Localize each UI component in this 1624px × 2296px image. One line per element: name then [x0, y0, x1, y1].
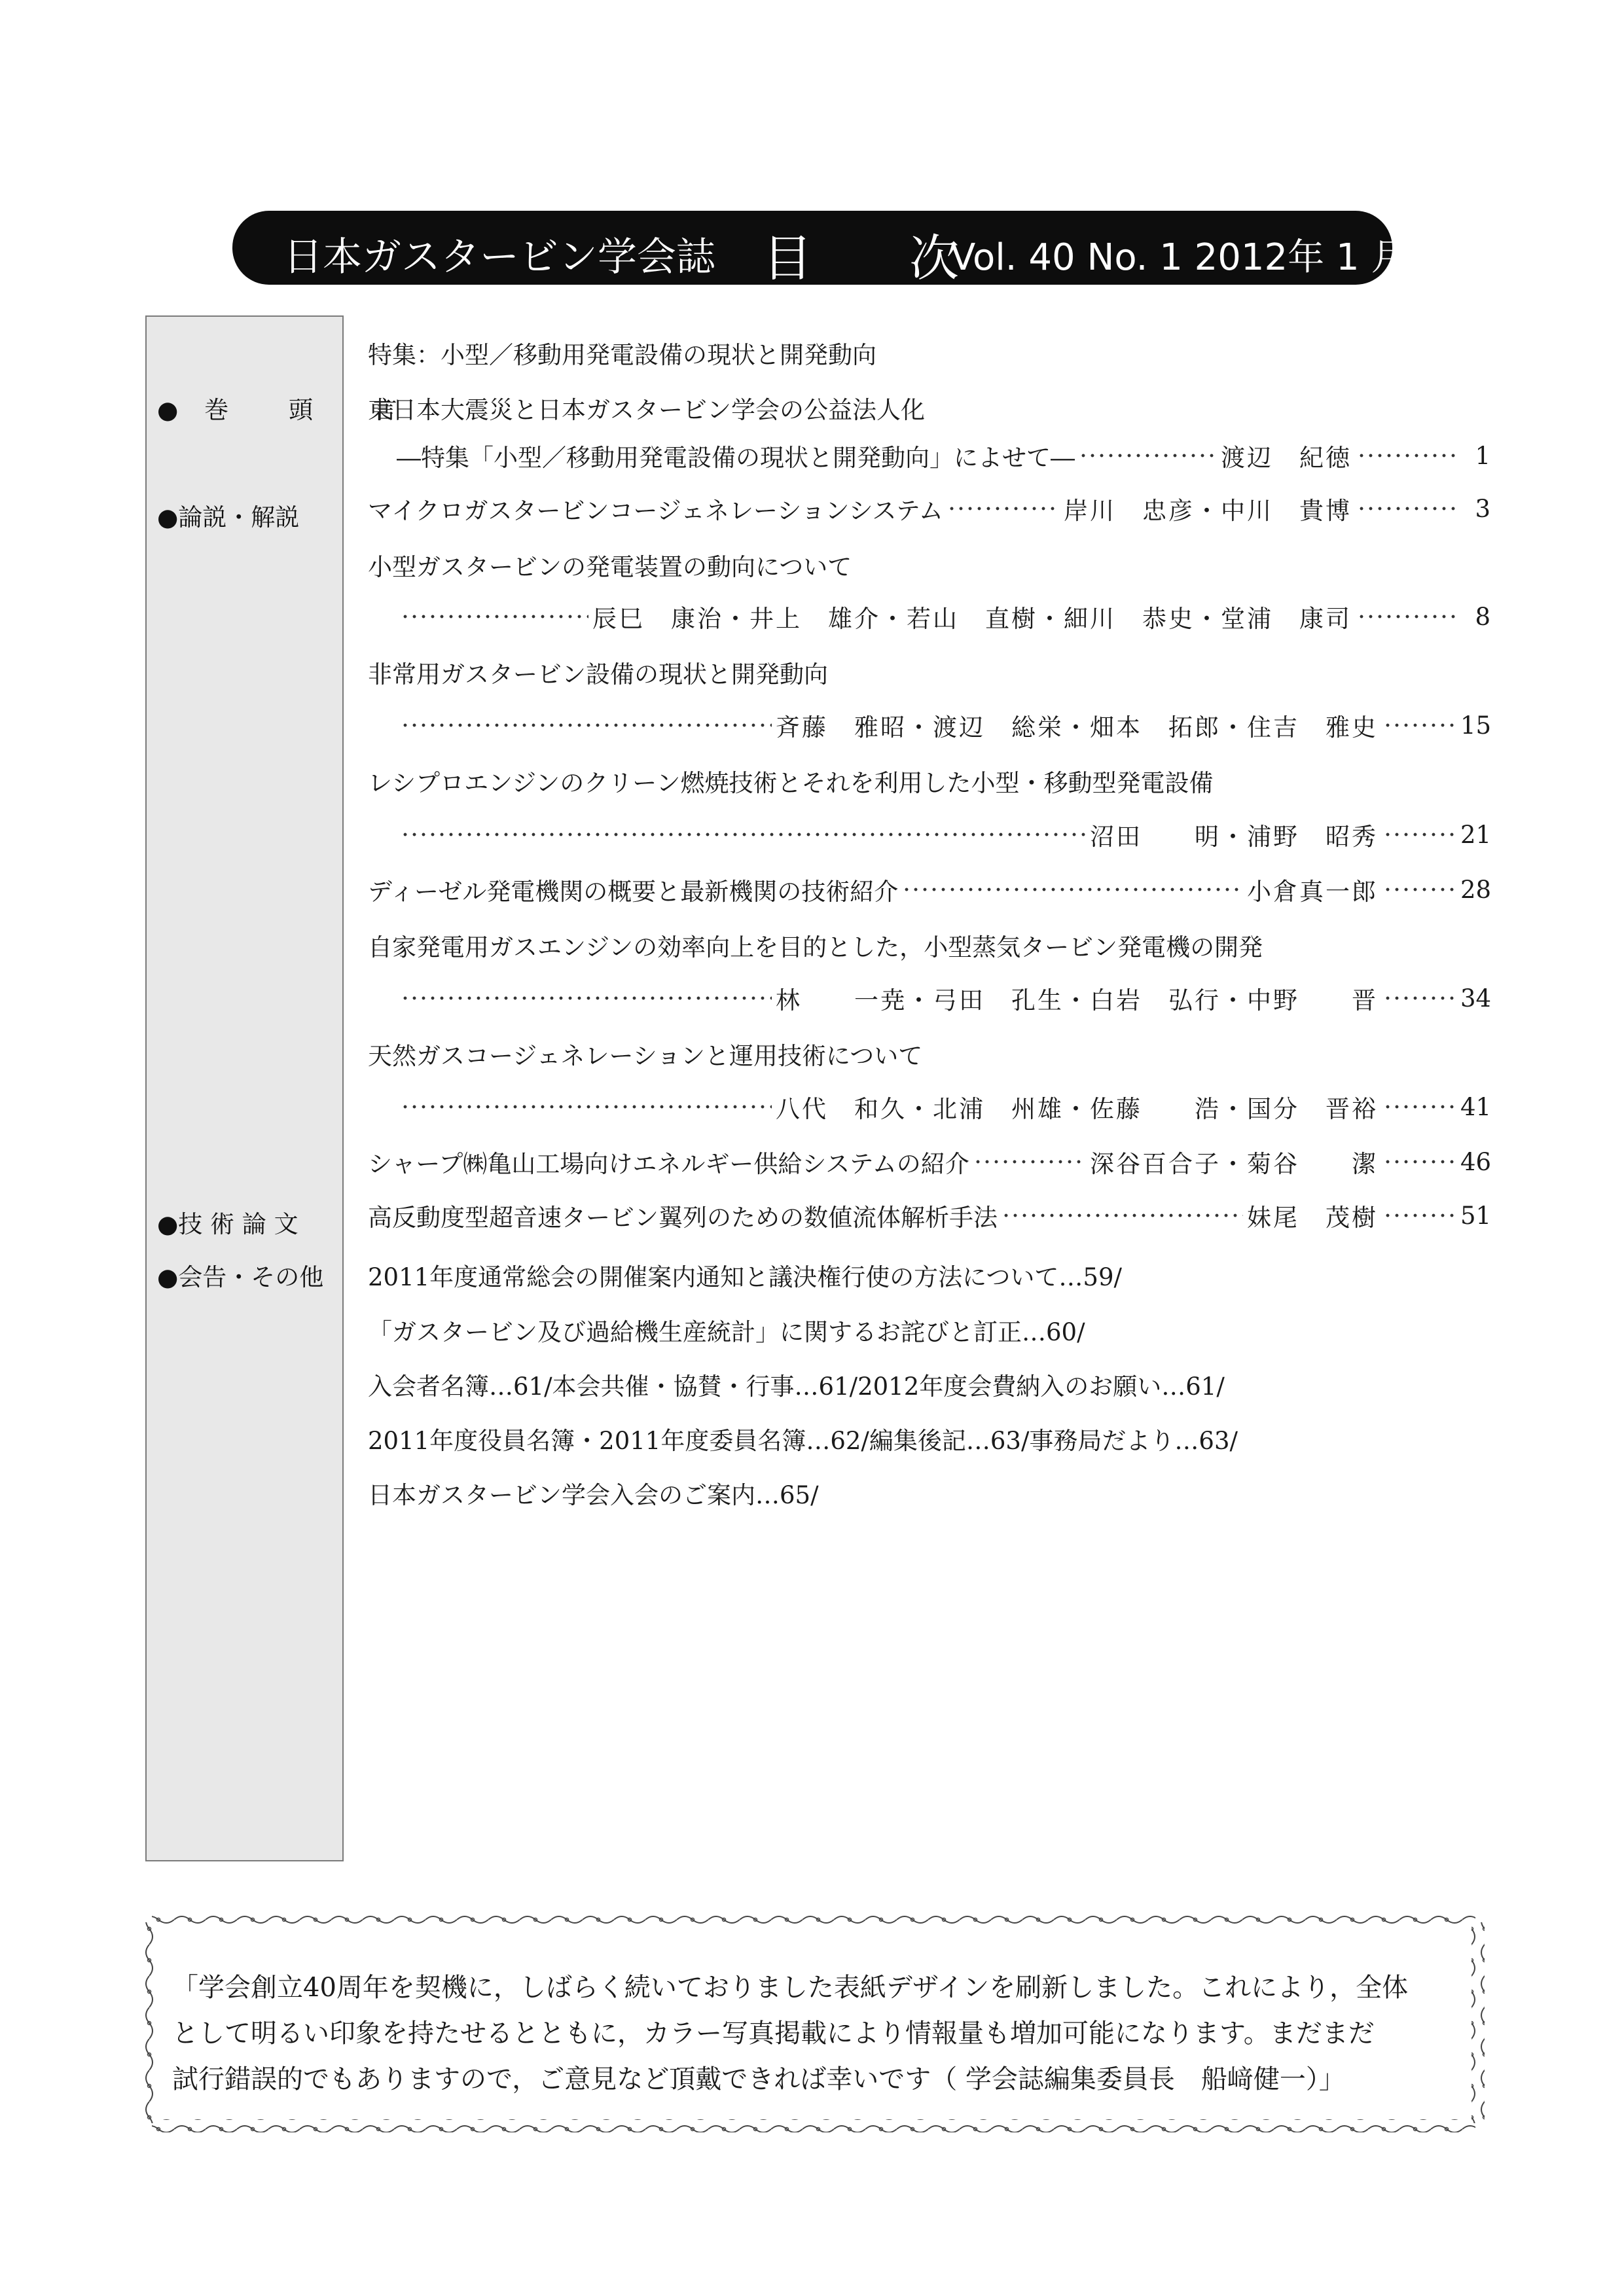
toc-entry[interactable]	[368, 492, 1490, 525]
leader-dots	[1383, 1212, 1455, 1219]
leader-dots	[1383, 1103, 1455, 1110]
article-title: 自家発電用ガスエンジンの効率向上を目的とした，小型蒸気タービン発電機の開発	[368, 933, 1263, 961]
section-label-kantougen: ●巻 頭 言	[157, 396, 424, 424]
toc-entry[interactable]	[368, 1199, 1490, 1232]
section-sidebar	[145, 315, 344, 1861]
title-bar	[232, 211, 1408, 287]
toc-entry[interactable]	[368, 982, 1490, 1014]
article-authors: 沼田 明・浦野 昭秀	[1090, 823, 1378, 851]
article-authors: 妹尾 茂樹	[1247, 1204, 1378, 1232]
leader-dots	[1357, 452, 1455, 459]
section-label-kaikoku: ●会告・その他	[157, 1263, 324, 1291]
leader-dots	[1383, 995, 1455, 1001]
page-number: 41	[1460, 1092, 1492, 1121]
article-title: ディーゼル発電機関の概要と最新機関の技術紹介	[368, 878, 899, 906]
toc-entry[interactable]	[368, 709, 1490, 742]
leader-dots	[1079, 452, 1217, 459]
article-authors: 斉藤 雅昭・渡辺 総栄・畑本 拓郎・住吉 雅史	[776, 713, 1378, 742]
page-number: 1	[1475, 441, 1490, 470]
toc-entry[interactable]	[368, 439, 1490, 472]
leader-dots	[1001, 1212, 1243, 1219]
page-number: 3	[1475, 494, 1490, 523]
article-title: 小型ガスタービンの発電装置の動向について	[368, 553, 852, 581]
article-authors: 林 一尭・弓田 孔生・白岩 弘行・中野 晋	[776, 986, 1378, 1014]
article-authors: 八代 和久・北浦 州雄・佐藤 浩・国分 晋裕	[776, 1095, 1378, 1123]
leader-dots	[1383, 722, 1455, 728]
leader-dots	[401, 995, 772, 1001]
announcement-line[interactable]: 2011年度役員名簿・2011年度委員名簿…62/編集後記…63/事務局だより…63/	[368, 1427, 1238, 1455]
announcement-line[interactable]: 2011年度通常総会の開催案内通知と議決権行使の方法について…59/	[368, 1263, 1122, 1291]
leader-dots	[401, 613, 588, 620]
leader-dots	[973, 1158, 1086, 1165]
toc-entry[interactable]	[368, 1145, 1490, 1178]
page-number: 21	[1460, 820, 1492, 849]
article-title: シャープ㈱亀山工場向けエネルギー供給システムの紹介	[368, 1150, 969, 1178]
announcement-line[interactable]: 「ガスタービン及び過給機生産統計」に関するお詫びと訂正…60/	[368, 1318, 1085, 1346]
page-number: 51	[1460, 1201, 1492, 1230]
leader-dots	[947, 505, 1060, 512]
page-number: 15	[1460, 711, 1492, 740]
leader-dots	[401, 722, 772, 728]
article-title: 東日本大震災と日本ガスタービン学会の公益法人化	[368, 396, 925, 424]
article-title: マイクロガスタービンコージェネレーションシステム	[368, 497, 943, 525]
feature-title: 特集：小型／移動用発電設備の現状と開発動向	[368, 341, 876, 369]
journal-title: 日本ガスタービン学会誌	[283, 234, 715, 280]
page-number: 34	[1460, 984, 1492, 1013]
leader-dots	[401, 831, 1086, 838]
article-authors: 渡辺 紀徳	[1221, 444, 1352, 472]
section-label-ronsetsu: ●論説・解説	[157, 503, 300, 531]
article-title: 高反動度型超音速タービン翼列のための数値流体解析手法	[368, 1204, 998, 1232]
toc-entry[interactable]	[368, 818, 1490, 851]
issue-info: Vol. 40 No. 1 2012年 1 月	[950, 236, 1408, 279]
leader-dots	[902, 886, 1243, 893]
article-authors: 小倉真一郎	[1247, 878, 1378, 906]
page-number: 28	[1460, 875, 1492, 904]
note-text: として明るい印象を持たせるとともに，カラー写真掲載により情報量も増加可能になります。まだまだ	[172, 2018, 1375, 2049]
article-authors: 辰巳 康治・井上 雄介・若山 直樹・細川 恭史・堂浦 康司	[592, 605, 1352, 633]
article-title: 天然ガスコージェネレーションと運用技術について	[368, 1042, 923, 1070]
announcement-line[interactable]: 入会者名簿…61/本会共催・協賛・行事…61/2012年度会費納入のお願い…61/	[368, 1372, 1225, 1401]
leader-dots	[1357, 613, 1455, 620]
article-title: 非常用ガスタービン設備の現状と開発動向	[368, 660, 828, 689]
announcement-line[interactable]: 日本ガスタービン学会入会のご案内…65/	[368, 1481, 819, 1509]
article-title: レシプロエンジンのクリーン燃焼技術とそれを利用した小型・移動型発電設備	[368, 769, 1214, 797]
leader-dots	[1357, 505, 1455, 512]
article-title: ―特集「小型／移動用発電設備の現状と開発動向」によせて―	[397, 444, 1075, 472]
leader-dots	[1383, 831, 1455, 838]
article-authors: 深谷百合子・菊谷 潔	[1090, 1150, 1378, 1178]
page-number: 46	[1460, 1147, 1492, 1176]
note-text: 「学会創立40周年を契機に，しばらく続いておりました表紙デザインを刷新しました。これにより，全体	[172, 1973, 1409, 2003]
leader-dots	[1383, 1158, 1455, 1165]
article-authors: 岸川 忠彦・中川 貴博	[1064, 497, 1352, 525]
section-label-gijutsu: ●技 術 論 文	[157, 1210, 298, 1238]
toc-entry[interactable]	[368, 1090, 1490, 1123]
leader-dots	[1383, 886, 1455, 893]
contents-heading: 目 次	[763, 229, 1000, 287]
note-text: 試行錯誤的でもありますので，ご意見など頂戴できれば幸いです（ 学会誌編集委員長 船﨑健一）」	[172, 2064, 1345, 2094]
page-number: 8	[1475, 602, 1490, 631]
toc-entry[interactable]	[368, 873, 1490, 906]
leader-dots	[401, 1103, 772, 1110]
toc-entry[interactable]	[368, 600, 1490, 633]
